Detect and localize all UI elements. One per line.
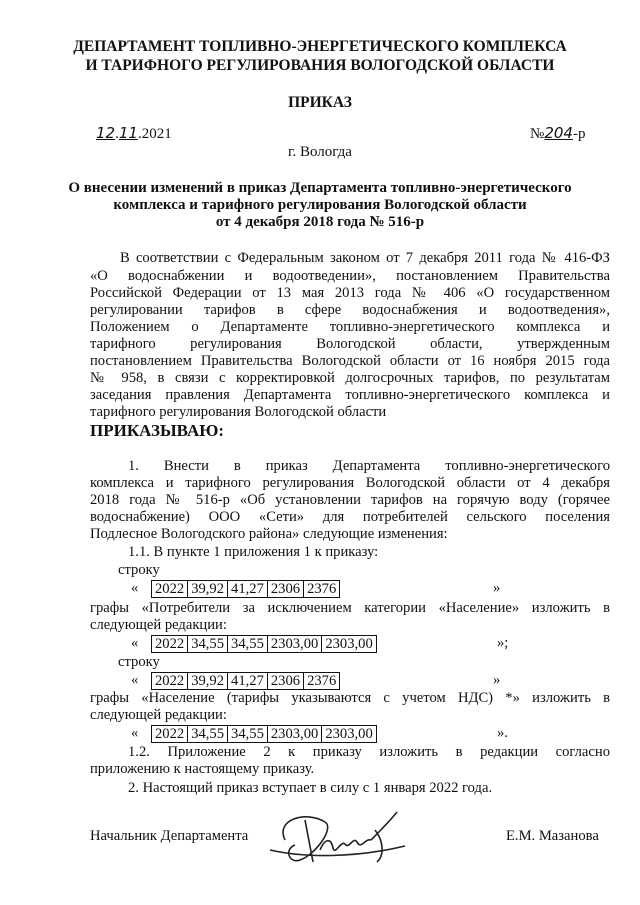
tariff-cell: 39,92 [188,581,228,598]
number-suffix: -р [572,126,586,142]
date-sep: . [115,126,119,142]
preamble-line: тарифного регулирования Вологодской области [90,404,387,420]
quote-close: » [493,580,501,596]
quote-open: « [131,635,139,651]
tariff-cell: 39,92 [188,673,228,690]
stroku-label: строку [118,562,160,578]
department-header-line1: ДЕПАРТАМЕНТ ТОПЛИВНО-ЭНЕРГЕТИЧЕСКОГО КОМПЛЕКСА [73,38,567,55]
quote-close: »; [497,635,509,651]
tariff-cell: 34,55 [228,726,268,743]
tariff-table [151,725,377,743]
preamble-line: заседания правления Департамента топливно-энергетического комплекса и [90,387,610,403]
order-date [96,124,172,143]
graph1-line: графы «Потребители за исключением категории «Население» изложить в [90,600,610,616]
preamble-line: Положением о Департаменте топливно-энергетического комплекса и [90,319,610,335]
item1-2-line: приложению к настоящему приказу. [90,761,315,777]
department-header-line2: И ТАРИФНОГО РЕГУЛИРОВАНИЯ ВОЛОГОДСКОЙ ОБЛАСТИ [85,57,555,74]
tariff-table [151,635,377,653]
title-line1: О внесении изменений в приказ Департамента топливно-энергетического [68,180,572,196]
number-value: 204 [544,124,573,142]
item1-1: 1.1. В пункте 1 приложения 1 к приказу: [128,544,379,560]
preamble-line: Российской Федерации от 13 мая 2013 года № 406 «О государственном [90,285,610,301]
tariff-cell: 34,55 [188,636,228,653]
tariff-cell: 2022 [152,726,188,743]
item1-line: водоснабжение) ООО «Сети» для потребителей сельского поселения [90,509,610,525]
tariff-cell: 41,27 [228,581,268,598]
tariff-cell: 2303,00 [267,726,321,743]
item1-line: 1. Внести в приказ Департамента топливно-энергетического [128,458,610,474]
graph1-line: следующей редакции: [90,617,227,633]
graph2-line: графы «Население (тарифы указываются с учетом НДС) *» изложить в [90,690,610,706]
graph2-line: следующей редакции: [90,707,227,723]
preamble-line: регулировании тарифов в сфере водоснабжения и водоотведения», [90,302,610,318]
tariff-cell: 2306 [267,581,303,598]
item1-2-line: 1.2. Приложение 2 к приказу изложить в редакции согласно [128,744,610,760]
item1-line: Подлесное Вологодского района» следующие изменения: [90,526,448,542]
tariff-cell: 2376 [304,673,340,690]
title-line2: комплекса и тарифного регулирования Вологодской области [113,197,527,213]
stroku-label: строку [118,654,160,670]
preamble-line: тарифного регулирования Вологодской области, утвержденным [90,336,610,352]
signatory-name: Е.М. Мазанова [506,828,599,844]
tariff-cell: 2022 [152,673,188,690]
tariff-table [151,672,340,690]
preamble-line: № 958, в связи с корректировкой долгосрочных тарифов, по результатам [90,370,610,386]
preamble-line: «О водоснабжении и водоотведении», постановлением Правительства [90,268,610,284]
tariff-cell: 2303,00 [267,636,321,653]
tariff-cell: 2303,00 [322,636,376,653]
date-year: .2021 [137,126,172,142]
quote-close: ». [497,725,508,741]
date-day: 12 [96,124,116,142]
order-number [530,124,585,143]
tariff-cell: 2022 [152,636,188,653]
quote-open: « [131,672,139,688]
quote-open: « [131,725,139,741]
tariff-cell: 34,55 [188,726,228,743]
title-line3: от 4 декабря 2018 года № 516-р [215,214,425,230]
city: г. Вологда [288,144,352,160]
item1-line: комплекса и тарифного регулирования Вологодской области от 4 декабря [90,475,610,491]
date-month: 11 [118,124,138,142]
item1-line: 2018 года № 516-р «Об установлении тарифов на горячую воду (горячее [90,492,610,508]
quote-open: « [131,580,139,596]
decree-word: ПРИКАЗЫВАЮ: [90,421,225,440]
tariff-cell: 2303,00 [322,726,376,743]
order-kind: ПРИКАЗ [288,94,352,111]
tariff-table [151,580,340,598]
preamble-line: постановлением Правительства Вологодской области от 16 ноября 2015 года [90,353,610,369]
tariff-cell: 2376 [304,581,340,598]
tariff-cell: 41,27 [228,673,268,690]
handwritten-signature [265,800,415,870]
preamble-line: В соответствии с Федеральным законом от 7 декабря 2011 года № 416-ФЗ [120,250,610,266]
tariff-cell: 34,55 [228,636,268,653]
number-prefix: № [530,126,545,142]
tariff-cell: 2306 [267,673,303,690]
tariff-cell: 2022 [152,581,188,598]
signatory-position: Начальник Департамента [90,828,249,844]
item2: 2. Настоящий приказ вступает в силу с 1 января 2022 года. [128,780,493,796]
quote-close: » [493,672,501,688]
